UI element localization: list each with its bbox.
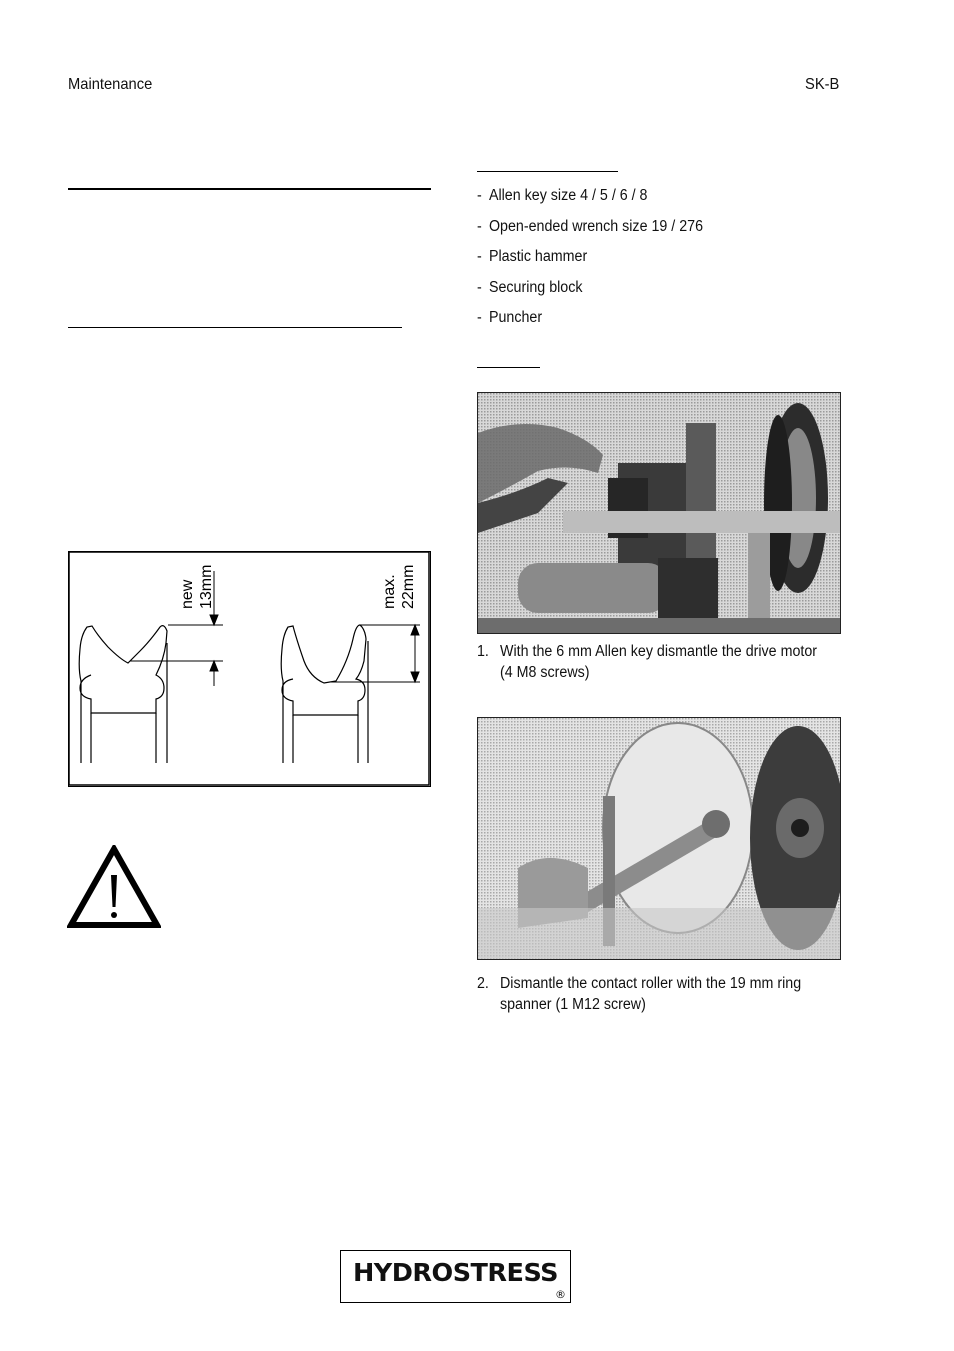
photo-contact-roller — [477, 717, 841, 960]
model-header: SK-B — [805, 76, 840, 93]
step-text: Dismantle the contact roller with the 19 mm ring spanner (1 M12 screw) — [500, 975, 802, 1013]
max-value: 22mm — [400, 564, 417, 609]
groove-profiles — [68, 551, 430, 786]
list-item: - Plastic hammer — [477, 248, 588, 265]
hydrostress-logo — [340, 1250, 571, 1303]
max-label: max. — [381, 574, 398, 609]
warning-icon — [67, 845, 161, 929]
step-text: With the 6 mm Allen key dismantle the drive motor (4 M8 screws) — [500, 643, 818, 681]
list-item: - Puncher — [477, 309, 543, 326]
list-item: - Allen key size 4 / 5 / 6 / 8 — [477, 187, 648, 204]
section-header: Maintenance — [68, 76, 153, 93]
procedure-heading-rule — [477, 367, 540, 368]
step-number: 2. — [477, 975, 489, 992]
step-2 — [477, 973, 819, 1015]
list-item: - Open-ended wrench size 19 / 276 — [477, 217, 704, 235]
subheading-rule — [68, 327, 402, 328]
photo-drive-motor — [477, 392, 841, 634]
new-label: new — [179, 579, 196, 609]
step-number: 1. — [477, 643, 489, 660]
registered-mark: ® — [555, 1288, 566, 1301]
logo-brand: HYDROSTRESS — [352, 1258, 559, 1287]
photo-contact-roller-image — [478, 718, 840, 959]
new-value: 13mm — [198, 564, 215, 609]
tools-list — [477, 186, 723, 339]
step-1 — [477, 641, 819, 683]
tools-heading-rule — [477, 171, 618, 172]
heading-rule — [68, 188, 431, 190]
photo-drive-motor-image — [478, 393, 840, 633]
list-item: - Securing block — [477, 278, 583, 296]
